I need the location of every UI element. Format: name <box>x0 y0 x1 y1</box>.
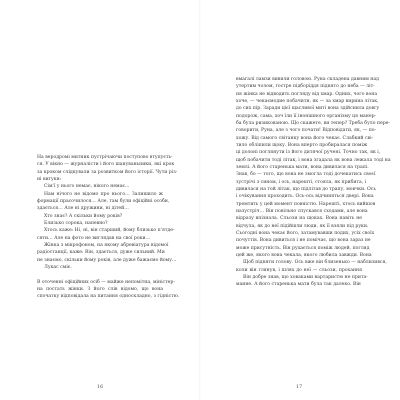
text-line: формації прасочилося… Але, там були офіційні особи, <box>37 198 170 204</box>
text-line: Хтось каже: Ні, ні, він старший, йому близько п'ятде- <box>44 228 175 234</box>
left-page-text <box>37 154 180 301</box>
text-line: говорити, Руна, але з чого почати! Відповідати, як, — по- <box>236 128 377 134</box>
text-line: відразу впізнала. Сльози на щоках. Вона навіть не <box>236 216 362 222</box>
text-line: до сих пір. Заради цієї щасливої миті вона здійснила довгу <box>236 106 380 112</box>
text-line: Нам нічого не відомо про нього… Залишило ж <box>44 191 163 197</box>
text-line: тремтить у цей момент повністю. Нарешті, хтось вийшов <box>236 201 376 207</box>
text-line: хожу. Від самого свiтанку вона його чекає. Слабкий сві- <box>236 135 374 141</box>
text-line: вмагалі ламзи вивили головою. Руна складена давним над <box>236 77 379 82</box>
text-line: дивилася на той літак, що підлітав до трапу, мовчки. Ось <box>236 186 376 192</box>
text-line: Лукас сміє. <box>44 264 72 270</box>
text-line: Сьогодні вона чекає його, затамувавши подих, усіх своїх <box>236 230 375 236</box>
text-line: і очікування проходить. Ось-ось відчиняться двері. Вона <box>236 194 374 200</box>
text-line: Хто знає? А скільки йому років? <box>44 213 123 219</box>
text-line: На веродромі митник пустрічаючи поступово втупуєть- <box>37 155 173 160</box>
text-line: ся. У вiкно — журналiсти і його шануваньники, які крок <box>37 162 175 168</box>
text-line: подорож, сама, хоч їли її інонішного організму ця манер- <box>236 113 377 119</box>
text-line: спочатку відповідала на питання односкладно, з гідністю. <box>37 294 180 300</box>
text-line: ня жінка не відводить погляду від хмар. Одних, чого вона <box>236 91 378 97</box>
text-line: відчула, як до неї підійшли люди, як її взяли під руки. <box>236 223 369 229</box>
right-page-text <box>236 76 391 289</box>
text-line: тило обліпили щоку. Вона вперто пробиралася поміж <box>236 142 368 148</box>
text-line: Щоб підняти голову. Ось вже він близенько — наблизився, <box>243 260 387 266</box>
text-line: утертим чолом, гостре підборіддя піднято до неба — літ- <box>236 84 375 90</box>
text-line: хоче, — чекаємодие побачити, як — за хмар вирина літак, <box>236 98 379 104</box>
right-page-number: 17 <box>295 384 303 390</box>
text-line: не знаємо, скільки йому років, але дуже бажаємо йому… <box>37 257 177 263</box>
text-line: щоб побачити тоді літак, і вона згадала як вона лежала тоді на <box>236 157 391 163</box>
text-line: за кроком слідкували за розвитком його історії. Чути рiз- <box>37 169 178 175</box>
text-line: Знав, бо — того, що вона не змогла тоді дочекатись своєї <box>236 172 376 178</box>
text-line: коли він глянув, і шлях до неї — сльози, прохання <box>236 267 362 273</box>
text-line: радіостанції, каже: Він, здається, дуже сильний. Ми <box>37 250 165 256</box>
text-line: Близько сорока, напевно? <box>44 220 108 226</box>
text-line: ба була ризикованою. Що скажете, ви тепер? Треба було пере- <box>236 120 390 126</box>
text-line: здається… Але ні дружини, ні дітей… <box>37 206 129 212</box>
left-page-number: 16 <box>96 384 104 390</box>
text-line: Жінка з мікрофоном, на якому абревіатура відомої <box>44 242 169 248</box>
text-line: назустріч… Він повільно спускався сходами, але вона <box>236 208 368 214</box>
text-line: цей же, якого вона чекала, якого любила завжди. Вона <box>236 252 372 258</box>
text-line: Він добре знав, що ховаками вартаристю не прита- <box>243 274 368 280</box>
text-line: манне. А його старенька мати була так далеко. Він <box>236 282 361 288</box>
text-line: почуттів. Вона дивиться і не помічає, що вона зараз не <box>236 238 371 244</box>
text-line: сяти… Але на фото не виглядав на свої роки… <box>37 235 151 241</box>
text-line: ці долоні поглянути із його дитячої рученi. Точно так, як і, <box>236 150 381 156</box>
text-line: на постать жінки. З його слів відомо, що вона <box>37 286 163 292</box>
text-line: В оточенні офіційних осіб — майже непомітна, міністер- <box>37 279 175 285</box>
text-line <box>37 271 163 278</box>
text-line: землі. А його старенька мати, вона дивилася на трапі. <box>236 164 369 170</box>
text-line: нi вигуки: <box>37 176 62 182</box>
text-line: Сім'ї у нього немає, нікого немає… <box>44 184 130 190</box>
right-page <box>200 0 400 400</box>
text-line: зустрічі з сином, і ось, нарешті, стояла, як прибита, і <box>236 179 367 185</box>
text-line: може присутність. Він рухається поміж людей, погляд <box>236 245 370 251</box>
